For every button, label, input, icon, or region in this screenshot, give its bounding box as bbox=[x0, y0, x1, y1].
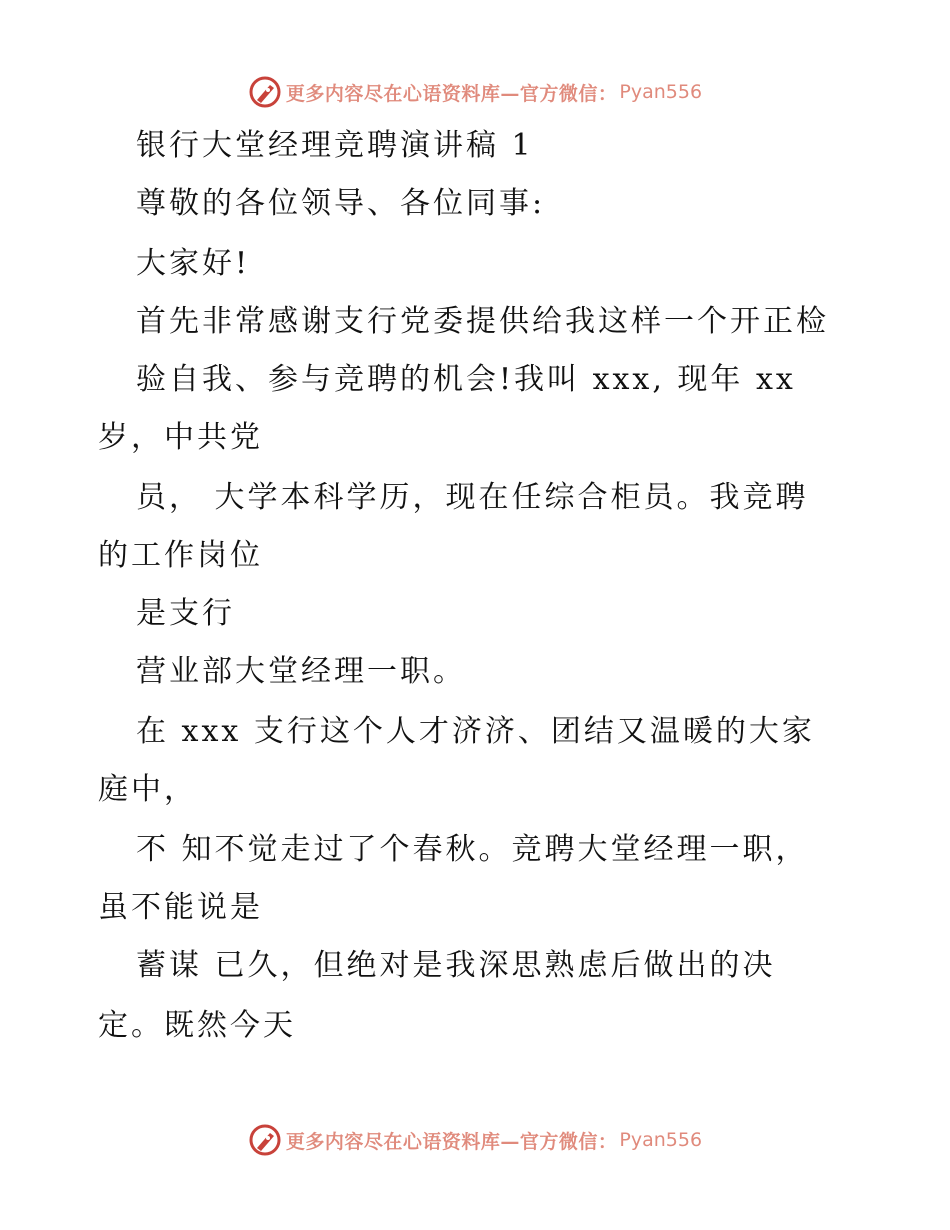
text-line: 虽不能说是 bbox=[98, 890, 263, 925]
banner-text: 更多内容尽在心语资料库—官方微信： bbox=[285, 82, 618, 105]
text-line: 验自我、参与竞聘的机会!我叫 xxx, 现年 xx bbox=[136, 362, 796, 397]
pen-nib-logo-icon bbox=[248, 75, 282, 109]
text-line: 定。既然今天 bbox=[98, 1008, 296, 1043]
text-line: 蓄谋 已久，但绝对是我深思熟虑后做出的决 bbox=[136, 948, 776, 983]
text-line: 岁，中共党 bbox=[98, 420, 263, 455]
banner-text: 更多内容尽在心语资料库—官方微信： bbox=[285, 1130, 618, 1153]
header-banner bbox=[0, 72, 950, 112]
text-line: 员， 大学本科学历，现在任综合柜员。我竞聘 bbox=[136, 480, 809, 515]
banner-wechat-id: Pyan556 bbox=[619, 81, 703, 103]
text-line: 不 知不觉走过了个春秋。竞聘大堂经理一职， bbox=[136, 832, 809, 867]
pen-nib-logo-icon bbox=[248, 1123, 282, 1157]
document-title: 银行大堂经理竞聘演讲稿 1 bbox=[136, 128, 534, 163]
footer-banner bbox=[0, 1120, 950, 1160]
banner-wechat-id: Pyan556 bbox=[619, 1129, 703, 1151]
text-line: 在 xxx 支行这个人才济济、团结又温暖的大家 bbox=[136, 714, 815, 749]
greeting: 大家好! bbox=[136, 246, 251, 281]
text-line: 营业部大堂经理一职。 bbox=[136, 654, 466, 689]
text-line: 庭中， bbox=[98, 772, 197, 807]
text-line: 首先非常感谢支行党委提供给我这样一个开正检 bbox=[136, 304, 829, 339]
salutation: 尊敬的各位领导、各位同事: bbox=[136, 186, 546, 221]
text-line: 是支行 bbox=[136, 596, 235, 631]
text-line: 的工作岗位 bbox=[98, 538, 263, 573]
